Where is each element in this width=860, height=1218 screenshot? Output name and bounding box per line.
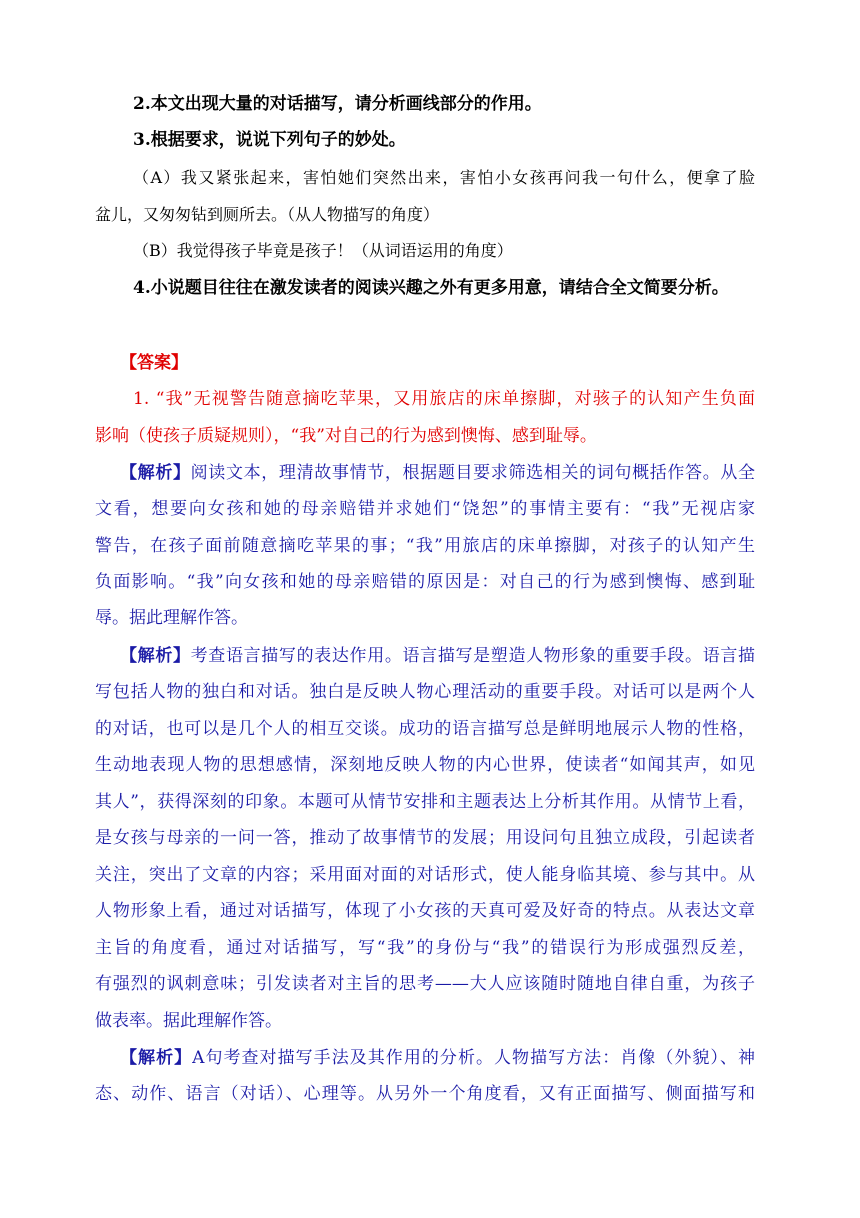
analysis-1-line2: 文看，想要向女孩和她的母亲赔错并求她们“饶恕”的事情主要有：“我”无视店家 <box>95 499 755 519</box>
analysis-2-line2: 写包括人物的独白和对话。独白是反映人物心理活动的重要手段。对话可以是两个人 <box>95 682 755 702</box>
analysis-2-line11: 做表率。据此理解作答。 <box>95 1011 282 1031</box>
analysis-1-line5: 辱。据此理解作答。 <box>95 608 248 628</box>
analysis-3-text: A句考查对描写手法及其作用的分析。人物描写方法：肖像（外貌）、神 <box>192 1048 755 1068</box>
analysis-2-line4: 生动地表现人物的思想感情，深刻地反映人物的内心世界，使读者“如闻其声，如见 <box>95 755 755 775</box>
analysis-2-line10: 有强烈的讽刺意味；引发读者对主旨的思考——大人应该随时随地自律自重，为孩子 <box>95 974 755 994</box>
question-3a-line2: 盆儿，又匆匆钻到厕所去。（从人物描写的角度） <box>95 205 440 224</box>
analysis-2-line8: 人物形象上看，通过对话描写，体现了小女孩的天真可爱及好奇的特点。从表达文章 <box>95 901 755 921</box>
question-3a-line1: （A）我又紧张起来，害怕她们突然出来，害怕小女孩再问我一句什么，便拿了脸 <box>133 168 755 187</box>
question-4: 4.小说题目往往在激发读者的阅读兴趣之外有更多用意，请结合全文简要分析。 <box>133 278 729 298</box>
question-3b: （B）我觉得孩子毕竟是孩子！（从词语运用的角度） <box>133 241 513 260</box>
analysis-2-line7: 关注，突出了文章的内容；采用面对面的对话形式，使人能身临其境、参与其中。从 <box>95 865 755 885</box>
analysis-2-line9: 主旨的角度看，通过对话描写，写“我”的身份与“我”的错误行为形成强烈反差， <box>95 938 755 958</box>
analysis-1-line4: 负面影响。“我”向女孩和她的母亲赔错的原因是：对自己的行为感到懊悔、感到耻 <box>95 572 755 592</box>
analysis-tag: 【解析】 <box>120 463 191 483</box>
analysis-tag: 【解析】 <box>120 646 191 666</box>
analysis-2-text: 考查语言描写的表达作用。语言描写是塑造人物形象的重要手段。语言描 <box>190 646 756 666</box>
analysis-2-line3: 的对话，也可以是几个人的相互交谈。成功的语言描写总是鲜明地展示人物的性格， <box>95 719 755 739</box>
analysis-tag: 【解析】 <box>120 1048 193 1068</box>
question-2: 2.本文出现大量的对话描写，请分析画线部分的作用。 <box>133 94 542 114</box>
answer-1-line1: 1. “我”无视警告随意摘吃苹果，又用旅店的床单擦脚，对骇子的认知产生负面 <box>133 389 755 409</box>
analysis-3-line2: 态、动作、语言（对话）、心理等。从另外一个角度看，又有正面描写、侧面描写和 <box>95 1084 755 1104</box>
question-3: 3.根据要求，说说下列句子的妙处。 <box>133 130 406 150</box>
analysis-1-text: 阅读文本，理清故事情节，根据题目要求筛选相关的词句概括作答。从全 <box>190 463 756 483</box>
analysis-3-line1 <box>120 1046 755 1070</box>
answer-heading: 【答案】 <box>120 353 188 373</box>
analysis-2-line1 <box>120 644 755 668</box>
analysis-2-line6: 是女孩与母亲的一问一答，推动了故事情节的发展；用设问句且独立成段，引起读者 <box>95 828 755 848</box>
analysis-1-line1 <box>120 461 755 485</box>
analysis-1-line3: 警告，在孩子面前随意摘吃苹果的事；“我”用旅店的床单擦脚，对孩子的认知产生 <box>95 536 755 556</box>
answer-1-line2: 影响（使孩子质疑规则），“我”对自己的行为感到懊悔、感到耻辱。 <box>95 426 597 446</box>
analysis-2-line5: 其人”，获得深刻的印象。本题可从情节安排和主题表达上分析其作用。从情节上看， <box>95 792 755 812</box>
